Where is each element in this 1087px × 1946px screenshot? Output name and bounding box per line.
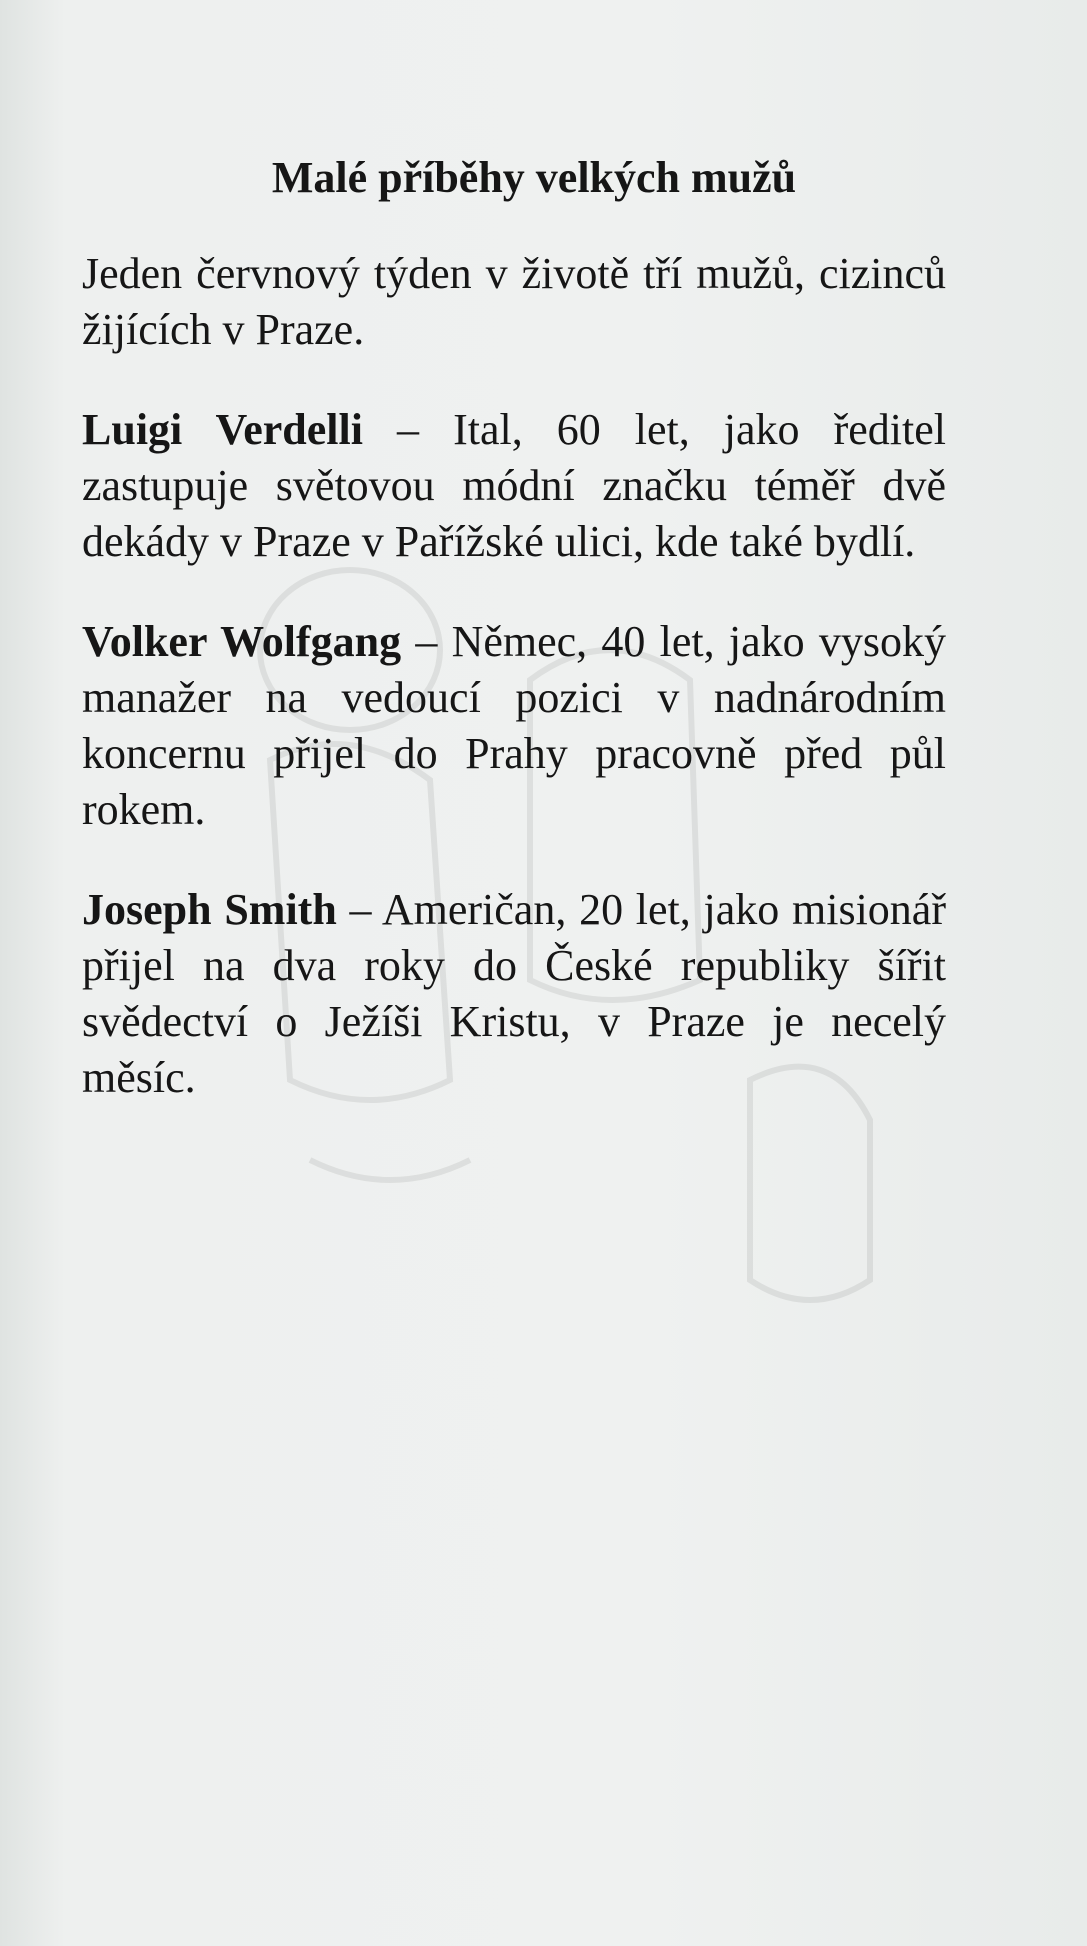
character-description: – Ital, 60 let, jako ředitel zastupuje světovou módní značku téměř dvě dekády v Praze v Pařížské ulici, kde také bydlí. <box>82 405 946 566</box>
character-name: Volker Wolfgang <box>82 617 402 666</box>
text-column <box>82 150 946 1150</box>
page-title: Malé příběhy velkých mužů <box>271 153 797 202</box>
character-description: – Němec, 40 let, jako vysoký manažer na vedoucí pozici v nadnárodním koncernu přijel do Prahy pracovně před půl rokem. <box>82 617 946 834</box>
character-paragraph-luigi <box>82 402 946 570</box>
character-paragraph-volker <box>82 614 946 838</box>
character-paragraph-joseph <box>82 882 946 1106</box>
character-description: – Američan, 20 let, jako misionář přijel na dva roky do České republiky šířit svědectví o Ježíši Kristu, v Praze je necelý měsíc. <box>82 885 946 1102</box>
intro-paragraph: Jeden červnový týden v životě tří mužů, cizinců žijících v Praze. <box>82 249 946 354</box>
character-name: Joseph Smith <box>82 885 337 934</box>
character-name: Luigi Verdelli <box>82 405 363 454</box>
